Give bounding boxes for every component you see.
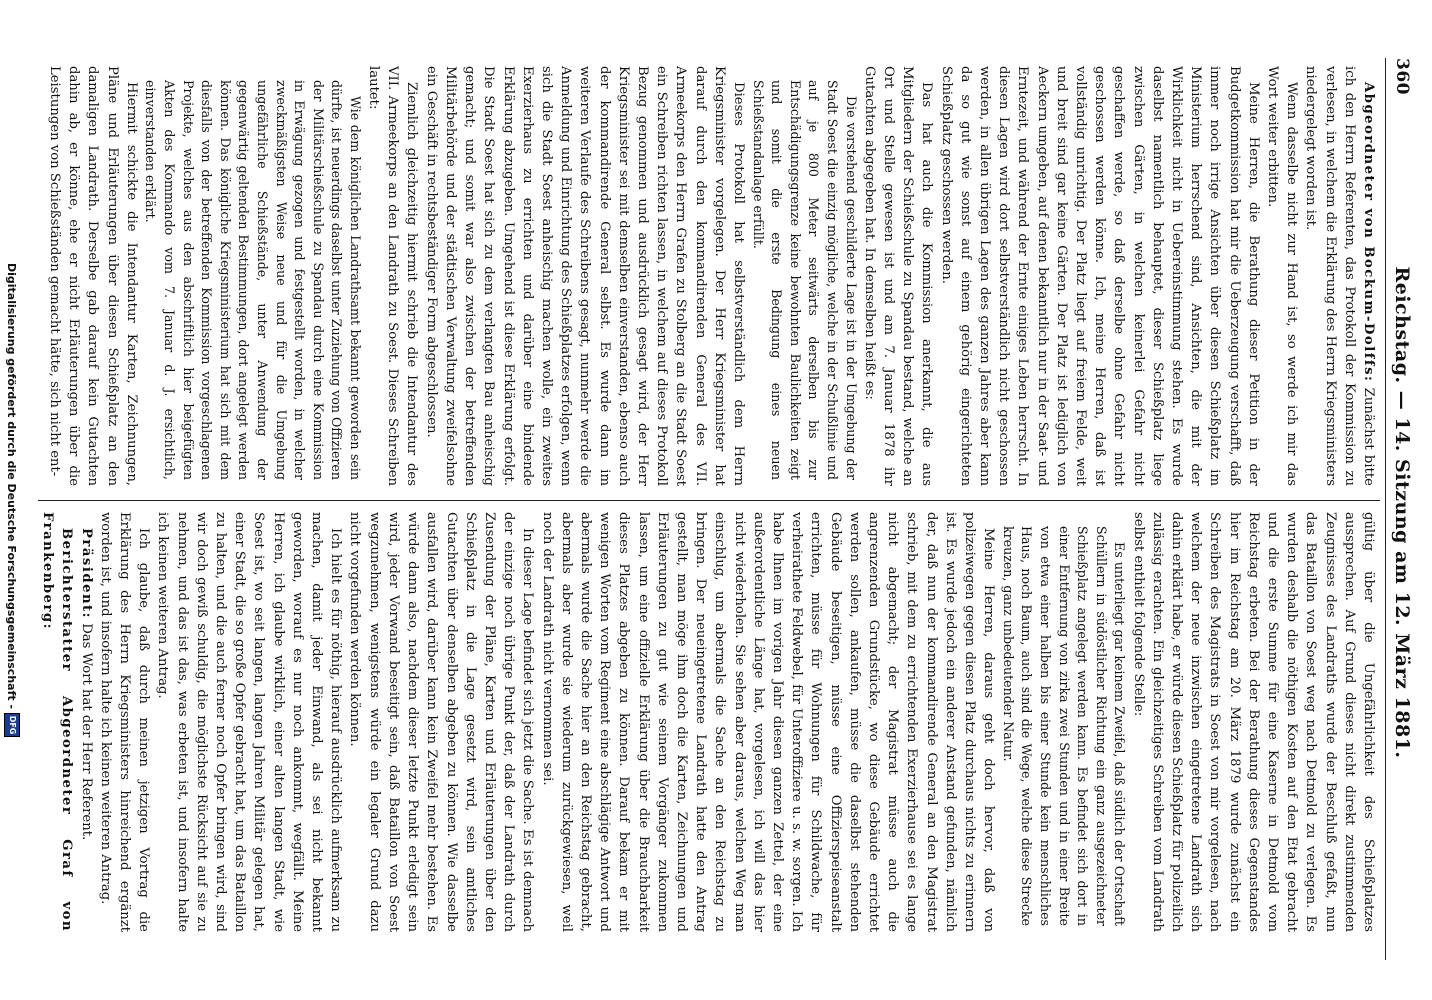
paragraph: In dieser Lage befindet sich jetzt die Sache. Es ist demnach der einzige noch übrige Punkt der, daß der Landrath durch Zusendung der Pläne, Karten und Erläuterungen über den Schießplatz in die Lage gesetzt wird, sein amtliches Gutachten über denselben abgeben zu können. Wie dasselbe ausfallen wird, darüber kann kein Zweifel mehr bestehen. Es würde dann also, nachdem dieser letzte Punkt erledigt sein wird, jeder Vorwand beseitigt sein, daß Bataillon von Soest wegzunehmen, wenigstens würde ein legaler Grund dazu nicht vorgefunden werden können.: [347, 512, 536, 932]
speaker-paragraph: [1301, 66, 1378, 486]
left-column: [40, 66, 1378, 486]
footer-credit: [2, 0, 22, 1000]
right-column: [40, 512, 1378, 932]
page-number: 360: [1392, 58, 1412, 95]
paragraph: Wenn dasselbe nicht zur Hand ist, so werde ich mir das Wort weiter erbitten.: [1264, 66, 1300, 486]
page-title: Reichstag. — 14. Sitzung am 12. März 1881.: [1391, 266, 1413, 759]
column-divider: [38, 500, 1380, 501]
header-rule: [1385, 58, 1386, 960]
speaker-name: Präsident:: [78, 528, 94, 620]
quoted-passage: Wie dem königlichen Landrathsamt bekannt geworden sein dürfte, ist neuerdings daselbst unter Zuziehung von Offizieren der Militärschießschule zu Spandau durch eine Kommission in Erwägung gezogen und festgestellt worden, in welcher zweckmäßigsten Weise neue und für die Umgebung ungefährliche Schießstände, unter Anwendung der gegenwärtig geltenden Bestimmungen, dort angelegt werden können. Das königliche Kriegsministerium hat sich mit dem diesfalls von der betreffenden Kommission vorgeschlagenen Projekte, welches aus den abschriftlich hier beigefügten Akten des Kommando vom 7. Januar d. J. ersichtlich, einverstanden erklärt.: [143, 80, 363, 480]
speaker-paragraph: [40, 512, 76, 932]
quoted-passage: Es unterliegt gar keinem Zweifel, daß südlich der Ortschaft Schüllern in südöstlicher Richtung ein ganz ausgezeichneter Schießplatz angelegt werden kann. Es befindet sich dort in einer Entfernung von zirka zwei Stunden und in einer Breite von etwa einer halben bis einer Stunde kein menschliches Haus, noch Baum, auch sind die Wege, welche diese Strecke kreuzen, ganz unbedeutender Natur.: [1000, 526, 1128, 926]
paragraph: Dieses Protokoll hat selbstverständlich dem Herrn Kriegsminister vorgelegen. Der Herr Kriegsminister hat darauf durch den kommandirenden General des VII. Armeekorps den Herrn Grafen zu Stolberg an die Stadt Soest ein Schreiben richten lassen, in welchem auf dieses Protokoll Bezug genommen und ausdrücklich gesagt wird, der Herr Kriegsminister sei mit demselben einverstanden, ebenso auch der kommandirende General selbst. Es wurde dann im weiteren Verlaufe des Schreibens gesagt, nunmehr werde die Anmeldung und Einrichtung des Schießplatzes erfolgen, wenn sich die Stadt Soest anheischig machen wolle, ein zweites Exerzierhaus zu errichten und darüber eine bindende Erklärung abzugeben. Umgehend ist diese Erklärung erfolgt. Die Stadt Soest hat sich zu dem verlangten Bau anheischig gemacht; und somit war also zwischen der betreffenden Militärbehörde und der städtischen Verwaltung zweifelsohne ein Geschäft in rechtsbeständiger Form abgeschlossen.: [423, 66, 746, 486]
speaker-name: Berichterstatter Abgeordneter Graf von Frankenberg:: [40, 512, 75, 932]
footer-text: Digitalisierung gefördert durch die Deutsche Forschungsgemeinschaft -: [5, 262, 19, 710]
speech-text: Das Wort hat der Herr Referent.: [78, 623, 94, 841]
speech-text: Zunächst bitte ich den Herrn Referenten, das Protokoll der Kommission zu verlesen, in welchem die Erklärung des Herrn Kriegsministers niedergelegt worden ist.: [1303, 66, 1376, 486]
paragraph: Ziemlich gleichzeitig hiermit schrieb die Intendantur des VII. Armeekorps an den Landrath zu Soest. Dieses Schreiben lautet:: [366, 66, 420, 486]
paragraph: Meine Herren, die Berathung dieser Petition in der Budgetkommission hat mir die Ueberzeugung verschafft, daß immer noch irrige Ansichten über diesen Schießplatz im Ministerium herrschend sind, Ansichten, die mit der Wirklichkeit nicht in Uebereinstimmung stehen. Es wurde daselbst namentlich behauptet, dieser Schießplatz liege zwischen Gärten, in welchen keinerlei Gefahr nicht geschaffen werde, so daß derselbe ohne Gefahr nicht geschossen werden könne. Ich, meine Herren, daß ist vollständig unrichtig. Der Platz liegt auf freiem Felde, weit und breit sind gar keine Gärten. Der Platz ist lediglich von Aeckern umgeben, auf denen bekanntlich nur in der Saat- und Erntezeit, und während der Ernte einiges Leben herrscht. In diesen Lagen wird dort selbstverständlich nicht geschossen werden, in allen übrigen Lagen des ganzen Jahres aber kann da so gut wie sonst auf einem gehörig eingerichteten Schießplatz geschossen werden.: [938, 66, 1261, 486]
speaker-name: Abgeordneter von Bockum-Dolffs:: [1361, 82, 1376, 383]
paragraph: Meine Herren, daraus geht doch hervor, daß von polizeiwegen gegen diesen Platz durchaus nichts zu erinnern ist. Es wurde jedoch ein anderer Anstand gefunden, nämlich der, daß nun der kommandirende General an den Magistrat schrieb, mit dem zu errichtenden Exerzierhause sei es lange nicht abgemacht; der Magistrat müsse auch die angrenzenden Grundstücke, wo diese Gebäude errichtet werden sollen, ankaufen, müsse die daselbst stehenden Gebäude beseitigen, müsse eine Offizierspeiseanstalt errichten, müsse für Wohnungen für Schildwache, für verheirathete Feldwebel, für Unteroffiziere u. s. w. sorgen. Ich habe Ihnen im vorigen Jahr diesen ganzen Zettel, der eine außerordentliche Länge hat, vorgelesen, ich will das hier nicht wiederholen. Sie sehen aber daraus, welchen Weg man einschlug, um abermals die Sache an den Reichstag zu bringen. Der neueingetretene Landrath hatte den Antrag gestellt, man möge ihm doch die Karten, Zeichnungen und Erläuterungen zu gut wie seinem Vorgänger zukommen lassen, um eine offizielle Erklärung über die Brauchbarkeit dieses Platzes abgeben zu können. Darauf bekam er mit wenigen Worten vom Regiment eine abschlägige Antwort und abermals wurde die Sache hier an den Reichstag gebracht, abermals aber wurde sie wiederum zurückgewiesen, weil noch der Landrath nicht vernommen sei.: [539, 512, 997, 932]
quoted-passage: Die vorstehend geschilderte Lage ist in der Umgebung der Stadt Soest die einzig mögliche, welche in der Schußlinie und auf je 800 Meter seitwärts derselben bis zur Entschädigungsgrenze keine bewohnten Baulichkeiten zeigt und somit die erste Bedingung eines neuen Schießstandanlage erfüllt.: [750, 80, 859, 480]
paragraph: Hiermit schickte die Intendantur Karten, Zeichnungen, Pläne und Erläuterungen über diesen Schießplatz an den damaligen Landrath. Derselbe gab darauf kein Gutachten dahin ab, er könne, ehe er nicht Erläuterungen über die Leistungen von Schießständen gemacht hätte, sich nicht ent-: [46, 66, 139, 486]
dfg-logo: DFG: [4, 713, 20, 737]
paragraph: Ich hielt es für nöthig, hierauf ausdrücklich aufmerksam zu machen, damit jeder Einwand, als sei nicht bekannt geworden, worauf es nur noch ankommt, wegfällt. Meine Herren, ich glaube wirklich, einer alten langen Stadt, wie Soest ist, wo seit langen, langen Jahren Militär gelegen hat, einer Stadt, die so große Opfer gebracht hat, um das Bataillon zu halten, und die auch ferner noch Opfer bringen wird, sind wir doch gewiß schuldig, die möglichste Rücksicht auf sie zu nehmen, und das ist das, was erbeten ist, und insofern halte ich keinen weiteren Antrag.: [155, 512, 344, 932]
speaker-paragraph: [76, 512, 95, 932]
paragraph: Das hat auch die Kommission anerkannt, die aus Mitgliedern der Schießschule zu Spandau bestand, welche an Ort und Stelle gewesen ist und am 7. Januar 1878 ihr Gutachten abgegeben hat. In demselben heißt es:: [861, 66, 935, 486]
page-header: [1384, 58, 1420, 960]
paragraph: gültig über die Ungefährlichkeit des Schießplatzes aussprechen. Auf Grund dieses nicht direkt zustimmenden Zeugnisses des Landraths wurde der Beschluß gefaßt, nun das Bataillon von Soest weg nach Detmold zu verlegen. Es wurden deshalb die nöthigen Kosten auf den Etat gebracht und die erste Summe für eine Kaserne in Detmold vom Reichstag erbeten. Bei der Berathung dieses Gegenstandes hier im Reichstag am 20. März 1879 wurde zunächst ein Schreiben des Magistrats in Soest von mir vorgelesen, nach welchem der neue inzwischen eingetretene Landrath sich dahin erklärt habe, er würde diesen Schießplatz für polizeilich zulässig erachten. Ein gleichzeitiges Schreiben vom Landrath selbst enthielt folgende Stelle:: [1130, 512, 1376, 932]
paragraph: Ich glaube, daß durch meinen jetzigen Vortrag die Erklärung des Herrn Kriegsministers hinreichend ergänzt worden ist, und insofern halte ich keinen weiteren Antrag.: [97, 512, 152, 932]
